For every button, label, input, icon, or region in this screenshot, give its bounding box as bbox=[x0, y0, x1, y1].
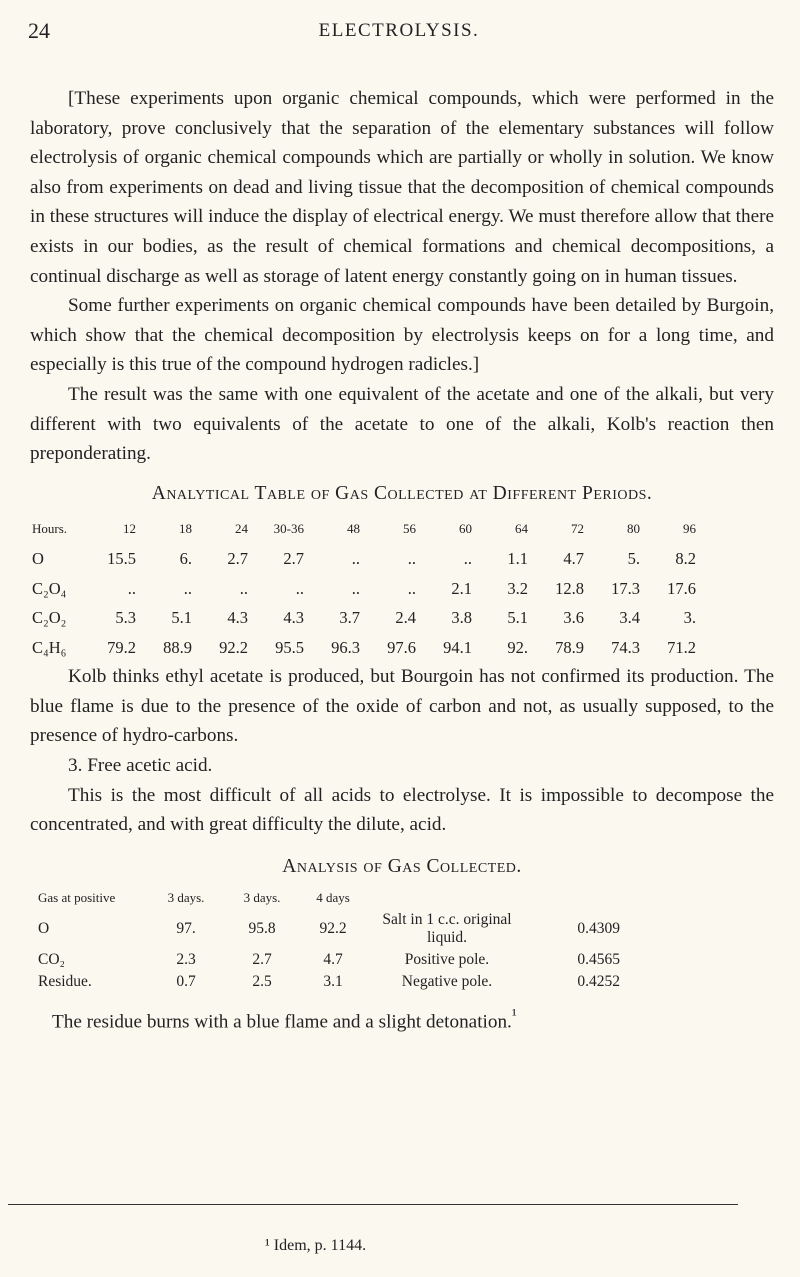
header-cell: 48 bbox=[347, 521, 360, 537]
table-cell: 74.3 bbox=[611, 637, 640, 657]
table-cell: 3.7 bbox=[339, 608, 360, 628]
header-cell: 56 bbox=[403, 521, 416, 537]
table-cell: .. bbox=[407, 548, 416, 568]
header-cell: 64 bbox=[515, 521, 528, 537]
table-cell: 92. bbox=[507, 637, 528, 657]
table-cell: 17.3 bbox=[611, 578, 640, 598]
table-caption: Analysis of Gas Collected. bbox=[282, 855, 522, 877]
table-row bbox=[32, 603, 696, 633]
table-row bbox=[32, 544, 696, 574]
row-label: Residue. bbox=[38, 973, 92, 991]
row-label: O bbox=[32, 548, 44, 568]
table-cell: 8.2 bbox=[675, 548, 696, 568]
row-label: O bbox=[38, 920, 50, 938]
paragraph: [These experiments upon organic chemical compounds, which were performed in the laboratory, prove conclusively that the separation of the elementary substances will follow electrolysis of organic chemical compounds which are partially or wholly in solution. We know also from experiments on dead and living tissue that the decomposition of chemical compounds in these structures will induce the display of electrical energy. We must therefore allow that there exists in our bodies, as the result of chemical formations and chemical decompositions, a continual discharge as well as storage of latent energy constantly going on in human tissues. bbox=[30, 88, 774, 287]
footnote: ¹ Idem, p. 1144. bbox=[265, 1237, 367, 1254]
row-label: CO₂ bbox=[38, 951, 65, 969]
table-cell: 4.3 bbox=[283, 608, 304, 628]
table-cell: 2.5 bbox=[252, 973, 272, 991]
header-cell: 72 bbox=[571, 521, 584, 537]
table-cell: 88.9 bbox=[163, 637, 192, 657]
paragraph: Kolb thinks ethyl acetate is produced, but Bourgoin has not confirmed its production. The blue flame is due to the presence of the oxide of carbon and not, as usually supposed, to the presence of hydro-carbons. bbox=[30, 666, 774, 747]
table-cell: 3.1 bbox=[323, 973, 343, 991]
footnote-marker: ¹ bbox=[511, 1007, 517, 1025]
table-cell: Negative pole. bbox=[401, 973, 493, 991]
table-cell: 1.1 bbox=[507, 548, 528, 568]
gas-analysis-table bbox=[38, 887, 620, 993]
footnote-rule bbox=[8, 1204, 738, 1205]
gas-periods-table bbox=[32, 514, 696, 662]
header-cell: 24 bbox=[235, 521, 248, 537]
table-cell: 3.8 bbox=[451, 608, 472, 628]
header-cell: Gas at positive bbox=[38, 890, 116, 906]
header-cell: 96 bbox=[683, 521, 696, 537]
table-cell: 15.5 bbox=[107, 548, 136, 568]
table-cell: 97.6 bbox=[387, 637, 416, 657]
table-cell: 3. bbox=[683, 608, 696, 628]
table-cell: 4.7 bbox=[323, 951, 343, 969]
table-cell: 6. bbox=[179, 548, 192, 568]
table-cell: 96.3 bbox=[331, 637, 360, 657]
header-cell: 18 bbox=[179, 521, 192, 537]
table-cell: 2.4 bbox=[395, 608, 416, 628]
header-cell: 3 days. bbox=[243, 890, 281, 906]
row-label: C₄H₆ bbox=[32, 637, 67, 657]
table-cell: 5.1 bbox=[507, 608, 528, 628]
table-cell: 4.7 bbox=[563, 548, 584, 568]
table-cell: 0.4309 bbox=[577, 920, 620, 938]
table-cell: 5.1 bbox=[171, 608, 192, 628]
running-header bbox=[28, 18, 770, 48]
table-cell: Salt in 1 c.c. original liquid. bbox=[382, 911, 512, 947]
closing-paragraph bbox=[30, 1001, 774, 1037]
table-cell: 2.7 bbox=[283, 548, 304, 568]
header-cell: 30-36 bbox=[273, 521, 304, 537]
table-cell: 2.3 bbox=[176, 951, 196, 969]
page-body bbox=[30, 84, 774, 1037]
table-row bbox=[38, 949, 620, 971]
table-cell: 17.6 bbox=[667, 578, 696, 598]
table-cell: 2.7 bbox=[227, 548, 248, 568]
table-cell: 5. bbox=[627, 548, 640, 568]
table-cell: 97. bbox=[176, 920, 196, 938]
page-number: 24 bbox=[28, 18, 50, 43]
header-cell: 3 days. bbox=[167, 890, 205, 906]
table-row bbox=[38, 971, 620, 993]
table-cell: 92.2 bbox=[219, 637, 248, 657]
paragraph: Some further experiments on organic chemical compounds have been detailed by Burgoin, which show that the chemical decomposition by electrolysis keeps on for a long time, and especially is this true of the compound hydrogen radicles.] bbox=[30, 295, 774, 376]
header-cell: Hours. bbox=[32, 521, 68, 537]
table-cell: 5.3 bbox=[115, 608, 136, 628]
table-cell: 3.6 bbox=[563, 608, 584, 628]
table-cell: 92.2 bbox=[319, 920, 347, 938]
table-cell: 3.4 bbox=[619, 608, 640, 628]
table-caption: Analytical Table of Gas Collected at Different Periods. bbox=[151, 482, 653, 504]
table-cell: 95.5 bbox=[275, 637, 304, 657]
paragraph: The result was the same with one equivalent of the acetate and one of the alkali, but very different with two equivalents of the acetate to one of the alkali, Kolb's reaction then preponderating. bbox=[30, 383, 774, 465]
header-cell: 12 bbox=[123, 521, 136, 537]
header-cell: 4 days bbox=[316, 890, 350, 906]
table-cell: 3.2 bbox=[507, 578, 528, 598]
table-row bbox=[32, 574, 696, 604]
table-header-row bbox=[38, 887, 620, 909]
table-header-row bbox=[32, 514, 696, 544]
table-cell: .. bbox=[127, 578, 136, 598]
table-cell: 95.8 bbox=[248, 920, 276, 938]
table-cell: .. bbox=[463, 548, 472, 568]
paragraph: This is the most difficult of all acids to electrolyse. It is impossible to decompose the concentrated, and with great difficulty the dilute, acid. bbox=[30, 784, 774, 836]
table-row bbox=[38, 909, 620, 949]
table-cell: 4.3 bbox=[227, 608, 248, 628]
table-cell: .. bbox=[351, 548, 360, 568]
table-cell: 0.4565 bbox=[577, 951, 620, 969]
table-cell: Positive pole. bbox=[404, 951, 490, 969]
table-cell: .. bbox=[351, 578, 360, 598]
table-row bbox=[32, 633, 696, 663]
table-cell: 79.2 bbox=[107, 637, 136, 657]
table-cell: 71.2 bbox=[667, 637, 696, 657]
table-cell: 2.7 bbox=[252, 951, 272, 969]
header-cell: 80 bbox=[627, 521, 640, 537]
table-cell: .. bbox=[239, 578, 248, 598]
section-item: 3. Free acetic acid. bbox=[68, 755, 213, 777]
table-cell: 94.1 bbox=[443, 637, 472, 657]
table-cell: .. bbox=[295, 578, 304, 598]
running-title: ELECTROLYSIS. bbox=[318, 20, 480, 41]
table-cell: .. bbox=[407, 578, 416, 598]
table-cell: 0.4252 bbox=[577, 973, 620, 991]
table-cell: 12.8 bbox=[555, 578, 584, 598]
table-cell: 78.9 bbox=[555, 637, 584, 657]
table-cell: 0.7 bbox=[176, 973, 196, 991]
table-cell: 2.1 bbox=[451, 578, 472, 598]
closing-text: The residue burns with a blue flame and a slight detonation. bbox=[52, 1011, 512, 1033]
header-cell: 60 bbox=[459, 521, 472, 537]
row-label: C₂O₂ bbox=[32, 608, 67, 628]
table-cell: .. bbox=[183, 578, 192, 598]
row-label: C₂O₄ bbox=[32, 578, 67, 598]
